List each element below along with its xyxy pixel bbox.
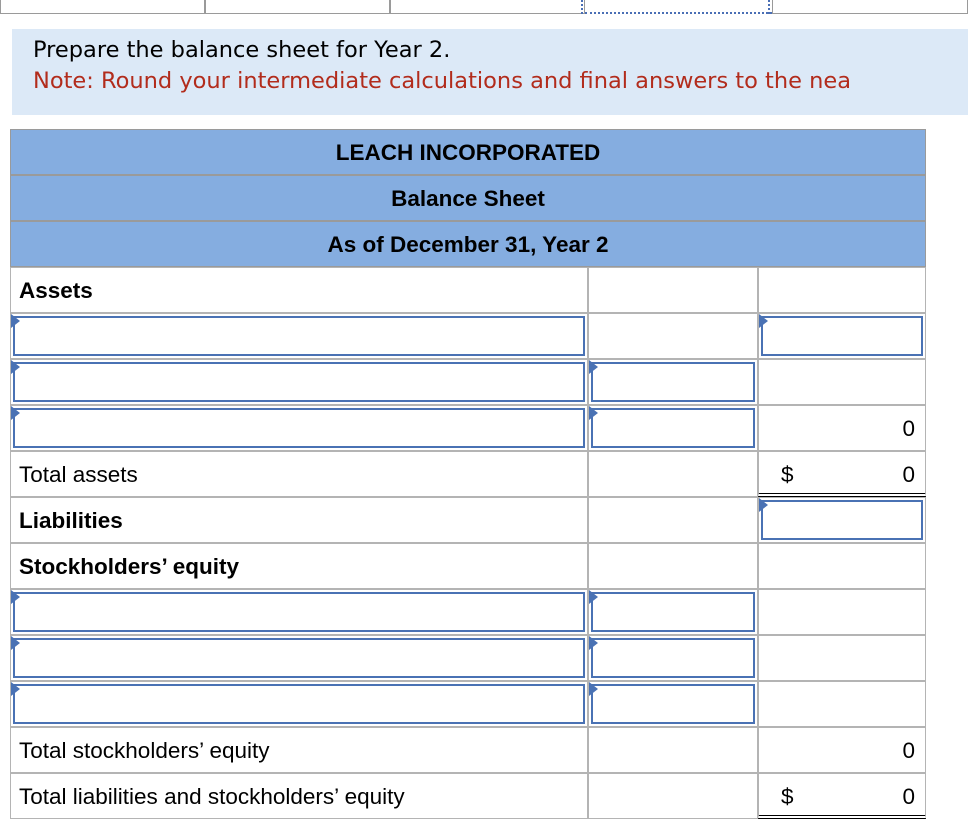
dropdown-marker-icon xyxy=(11,406,20,420)
asset-account-select[interactable] xyxy=(13,316,585,356)
previous-table-fragment xyxy=(0,0,968,16)
asset-row xyxy=(10,359,926,405)
total-liabilities-equity-value: 0 xyxy=(902,784,915,809)
total-liabilities-equity-label: Total liabilities and stockholders’ equity xyxy=(10,773,588,819)
equity-amount-input[interactable] xyxy=(591,638,755,678)
asset-amount-cell xyxy=(588,359,758,405)
total-assets-value: 0 xyxy=(902,462,915,487)
dropdown-marker-icon xyxy=(11,360,20,374)
total-assets-label: Total assets xyxy=(10,451,588,497)
equity-account-cell xyxy=(10,681,588,727)
asset-account-select[interactable] xyxy=(13,408,585,448)
empty-cell xyxy=(588,543,758,589)
company-name: LEACH INCORPORATED xyxy=(10,129,926,175)
empty-cell xyxy=(588,451,758,497)
equity-row xyxy=(10,635,926,681)
asset-amount-input[interactable] xyxy=(761,316,923,356)
empty-cell xyxy=(758,267,926,313)
asset-amount-cell xyxy=(758,313,926,359)
equity-heading-row xyxy=(10,543,926,589)
dropdown-marker-icon xyxy=(589,360,598,374)
dropdown-marker-icon xyxy=(759,498,768,512)
dropdown-marker-icon xyxy=(589,406,598,420)
dropdown-marker-icon xyxy=(11,314,20,328)
liabilities-amount-cell xyxy=(758,497,926,543)
liabilities-row xyxy=(10,497,926,543)
statement-title: Balance Sheet xyxy=(10,175,926,221)
equity-account-cell xyxy=(10,589,588,635)
equity-amount-input[interactable] xyxy=(591,592,755,632)
asset-subtotal-cell xyxy=(758,405,926,451)
instructions-box xyxy=(12,29,968,115)
fragment-cell xyxy=(0,0,205,14)
equity-row xyxy=(10,681,926,727)
dropdown-marker-icon xyxy=(589,590,598,604)
rounding-note: Note: Round your intermediate calculations and final answers to the nea xyxy=(33,68,852,94)
equity-row xyxy=(10,589,926,635)
asset-account-select[interactable] xyxy=(13,362,585,402)
equity-amount-input[interactable] xyxy=(591,684,755,724)
currency-symbol: $ xyxy=(781,784,794,809)
total-liabilities-equity-cell xyxy=(758,773,926,819)
dropdown-marker-icon xyxy=(11,636,20,650)
currency-symbol: $ xyxy=(781,462,794,487)
asset-amount-input[interactable] xyxy=(591,408,755,448)
empty-cell xyxy=(588,727,758,773)
liabilities-heading: Liabilities xyxy=(10,497,588,543)
asset-amount-cell xyxy=(588,405,758,451)
empty-cell xyxy=(758,589,926,635)
total-equity-value: 0 xyxy=(902,738,915,763)
total-equity-label: Total stockholders’ equity xyxy=(10,727,588,773)
equity-account-select[interactable] xyxy=(13,592,585,632)
asset-amount-input[interactable] xyxy=(591,362,755,402)
total-assets-cell xyxy=(758,451,926,497)
fragment-dotted-border xyxy=(585,0,772,14)
empty-cell xyxy=(758,681,926,727)
empty-cell xyxy=(758,359,926,405)
asset-account-cell xyxy=(10,405,588,451)
empty-cell xyxy=(758,543,926,589)
empty-cell xyxy=(588,773,758,819)
instruction-text: Prepare the balance sheet for Year 2. xyxy=(33,37,451,63)
empty-cell xyxy=(588,313,758,359)
fragment-cell xyxy=(205,0,390,14)
dropdown-marker-icon xyxy=(11,682,20,696)
total-equity-row xyxy=(10,727,926,773)
dropdown-marker-icon xyxy=(589,682,598,696)
asset-account-cell xyxy=(10,313,588,359)
equity-heading: Stockholders’ equity xyxy=(10,543,588,589)
asset-subtotal-value: 0 xyxy=(902,416,915,441)
statement-date: As of December 31, Year 2 xyxy=(10,221,926,267)
fragment-cell xyxy=(772,0,968,14)
total-liabilities-equity-row xyxy=(10,773,926,819)
equity-amount-cell xyxy=(588,635,758,681)
equity-account-select[interactable] xyxy=(13,684,585,724)
equity-amount-cell xyxy=(588,681,758,727)
total-equity-cell xyxy=(758,727,926,773)
liabilities-amount-input[interactable] xyxy=(761,500,923,540)
dropdown-marker-icon xyxy=(11,590,20,604)
asset-account-cell xyxy=(10,359,588,405)
total-assets-row xyxy=(10,451,926,497)
empty-cell xyxy=(588,497,758,543)
fragment-dotted-edge xyxy=(581,0,585,14)
assets-heading: Assets xyxy=(10,267,588,313)
dropdown-marker-icon xyxy=(759,314,768,328)
equity-account-cell xyxy=(10,635,588,681)
equity-account-select[interactable] xyxy=(13,638,585,678)
empty-cell xyxy=(588,267,758,313)
assets-heading-row xyxy=(10,267,926,313)
fragment-cell xyxy=(390,0,585,14)
equity-amount-cell xyxy=(588,589,758,635)
dropdown-marker-icon xyxy=(589,636,598,650)
asset-row xyxy=(10,405,926,451)
asset-row xyxy=(10,313,926,359)
empty-cell xyxy=(758,635,926,681)
